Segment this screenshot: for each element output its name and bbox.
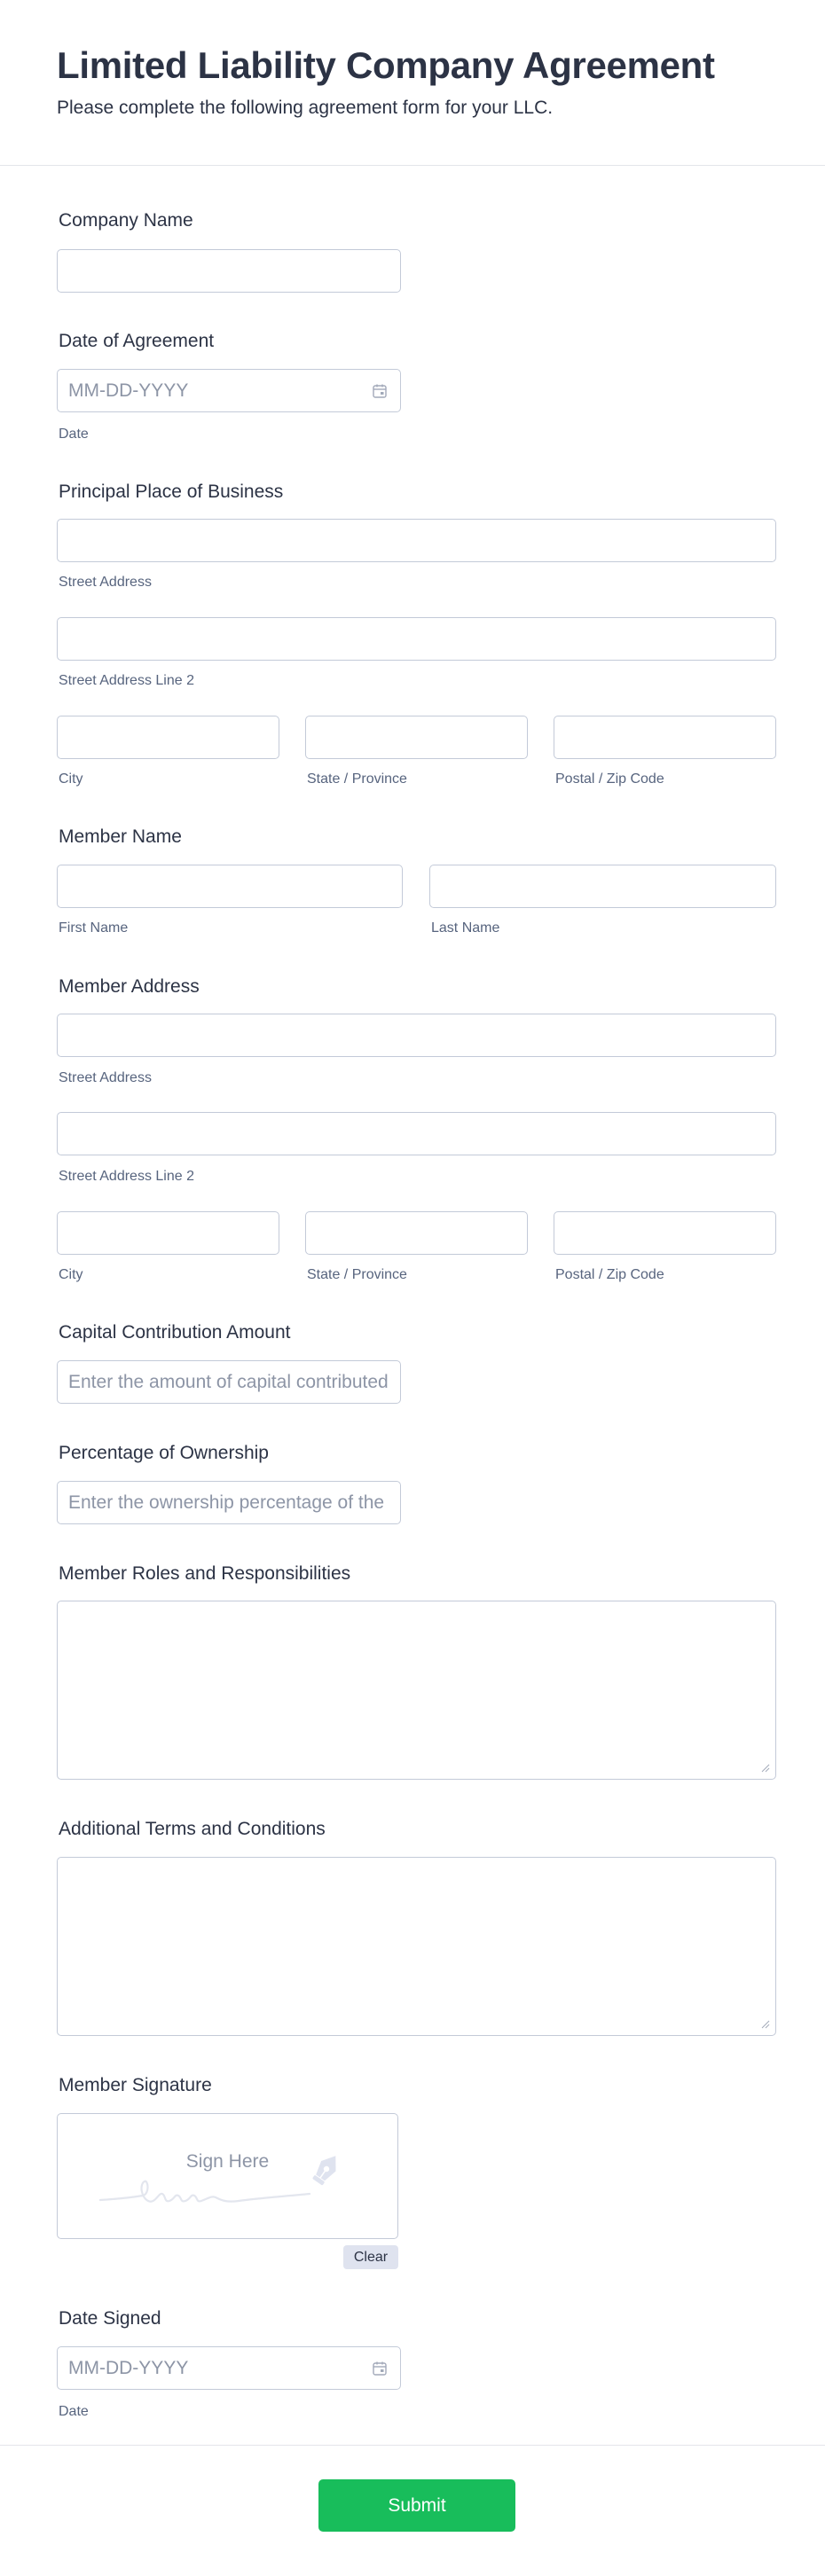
member-street2-sublabel: Street Address Line 2 (59, 1169, 194, 1184)
resize-grip-icon[interactable] (761, 2020, 770, 2029)
calendar-icon[interactable] (372, 383, 388, 399)
member-last-name-sublabel: Last Name (431, 920, 500, 936)
principal-street2-sublabel: Street Address Line 2 (59, 673, 194, 688)
principal-state-sublabel: State / Province (307, 771, 407, 787)
ownership-percentage-input[interactable] (57, 1481, 401, 1524)
form-title: Limited Liability Company Agreement (57, 44, 715, 86)
capital-contribution-label: Capital Contribution Amount (59, 1322, 291, 1343)
resize-grip-icon[interactable] (761, 1764, 770, 1773)
footer-divider (0, 2445, 825, 2446)
date-of-agreement-input[interactable] (57, 369, 401, 412)
member-address-label: Member Address (59, 976, 200, 997)
principal-city-sublabel: City (59, 771, 83, 787)
form-header (0, 0, 825, 166)
member-street2-input[interactable] (57, 1112, 776, 1155)
ownership-percentage-label: Percentage of Ownership (59, 1443, 269, 1463)
member-state-sublabel: State / Province (307, 1267, 407, 1282)
member-zip-sublabel: Postal / Zip Code (555, 1267, 664, 1282)
form-subtitle: Please complete the following agreement form for your LLC. (57, 98, 554, 118)
principal-zip-sublabel: Postal / Zip Code (555, 771, 664, 787)
signature-pad[interactable] (57, 2113, 398, 2239)
member-roles-textarea[interactable] (57, 1601, 776, 1780)
member-state-input[interactable] (305, 1211, 528, 1255)
additional-terms-textarea[interactable] (57, 1857, 776, 2036)
principal-state-input[interactable] (305, 716, 528, 759)
principal-city-input[interactable] (57, 716, 279, 759)
principal-zip-input[interactable] (554, 716, 776, 759)
member-street-input[interactable] (57, 1014, 776, 1057)
member-name-label: Member Name (59, 826, 182, 847)
member-first-name-input[interactable] (57, 865, 403, 908)
capital-contribution-input[interactable] (57, 1360, 401, 1404)
member-last-name-input[interactable] (429, 865, 776, 908)
date-signed-label: Date Signed (59, 2308, 161, 2329)
company-name-label: Company Name (59, 210, 193, 231)
pen-nib-icon (307, 2149, 346, 2188)
submit-button[interactable]: Submit (318, 2479, 515, 2532)
member-roles-label: Member Roles and Responsibilities (59, 1563, 351, 1584)
member-zip-input[interactable] (554, 1211, 776, 1255)
calendar-icon[interactable] (372, 2361, 388, 2376)
sign-here-text: Sign Here (185, 2151, 270, 2172)
member-city-sublabel: City (59, 1267, 83, 1282)
clear-signature-button[interactable]: Clear (343, 2245, 398, 2269)
principal-street2-input[interactable] (57, 617, 776, 661)
member-street-sublabel: Street Address (59, 1070, 152, 1085)
member-city-input[interactable] (57, 1211, 279, 1255)
company-name-input[interactable] (57, 249, 401, 293)
additional-terms-label: Additional Terms and Conditions (59, 1819, 326, 1839)
member-first-name-sublabel: First Name (59, 920, 129, 936)
date-of-agreement-sublabel: Date (59, 427, 89, 442)
principal-street-sublabel: Street Address (59, 575, 152, 590)
principal-street-input[interactable] (57, 519, 776, 562)
principal-place-label: Principal Place of Business (59, 482, 284, 502)
date-signed-sublabel: Date (59, 2404, 89, 2419)
date-signed-input[interactable] (57, 2346, 401, 2390)
date-of-agreement-label: Date of Agreement (59, 331, 215, 351)
member-signature-label: Member Signature (59, 2075, 212, 2095)
